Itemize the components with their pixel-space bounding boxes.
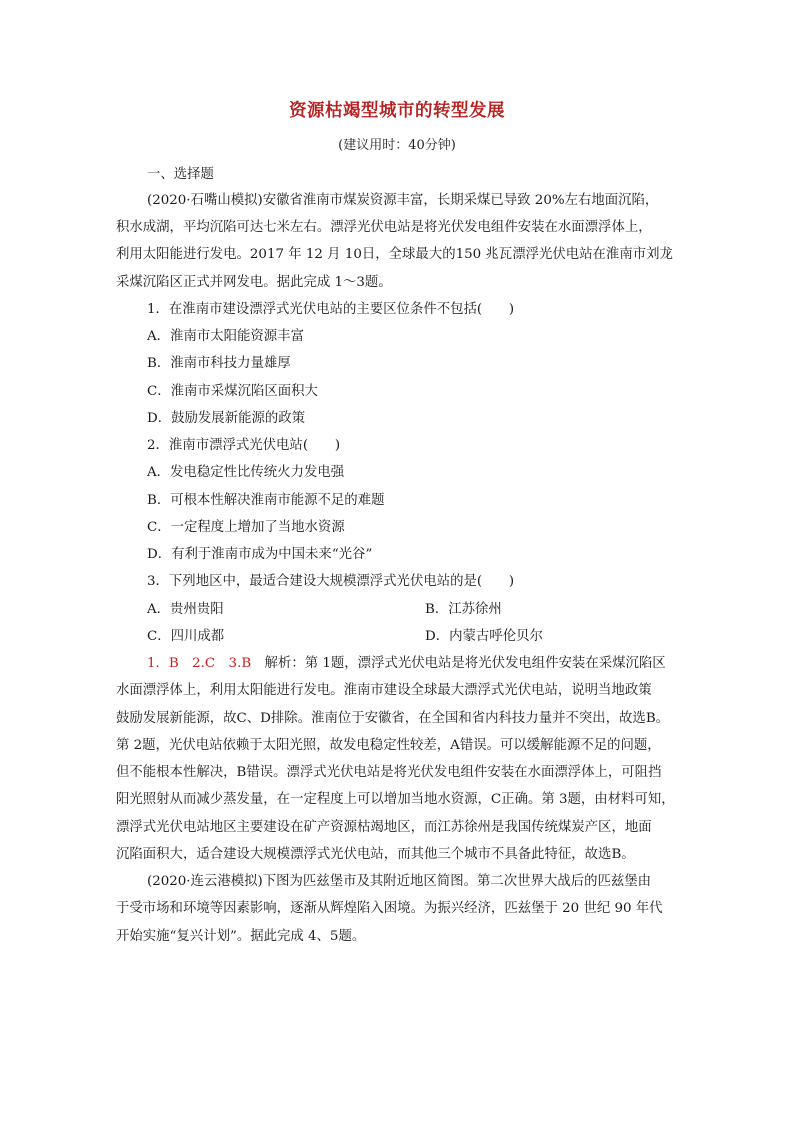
question-1-option: A．淮南市太阳能资源丰富 xyxy=(147,329,304,344)
intro-line: 开始实施“复兴计划”。据此完成 4、5题。 xyxy=(116,929,366,944)
analysis-first-line xyxy=(147,652,666,671)
intro-line: (2020·石嘴山模拟)安徽省淮南市煤炭资源丰富，长期采煤已导致 20%左右地面沉陷， xyxy=(147,193,659,208)
analysis-line: 水面漂浮体上，利用太阳能进行发电。淮南市建设全球最大漂浮式光伏电站，说明当地政策 xyxy=(116,683,652,698)
question-3-option: A．贵州贵阳 xyxy=(147,602,224,617)
question-3-option: C．四川成都 xyxy=(147,629,225,644)
page-title: 资源枯竭型城市的转型发展 xyxy=(289,101,505,121)
question-2-option: D．有利于淮南市成为中国未来“光谷” xyxy=(147,547,373,562)
question-1-option: D．鼓励发展新能源的政策 xyxy=(147,411,306,426)
time-suggestion: (建议用时：40分钟) xyxy=(338,138,456,153)
analysis-line: 但不能根本性解决，B错误。漂浮式光伏电站是将光伏发电组件安装在水面漂浮体上，可阻挡 xyxy=(116,765,662,780)
question-2-stem: 2．淮南市漂浮式光伏电站( ) xyxy=(147,438,341,453)
question-1-option: B．淮南市科技力量雄厚 xyxy=(147,356,291,371)
question-3-option: D．内蒙古呼伦贝尔 xyxy=(425,629,543,644)
analysis-line: 阳光照射从而减少蒸发量，在一定程度上可以增加当地水资源，C正确。第 3题，由材料可知， xyxy=(116,792,675,807)
answer-key: 1．B 2.C 3.B xyxy=(147,656,252,671)
question-3-option: B．江苏徐州 xyxy=(425,602,502,617)
question-1-option: C．淮南市采煤沉陷区面积大 xyxy=(147,384,318,399)
intro-line: (2020·连云港模拟)下图为匹兹堡市及其附近地区简图。第二次世界大战后的匹兹堡由 xyxy=(147,874,652,889)
question-2-option: C．一定程度上增加了当地水资源 xyxy=(147,520,345,535)
intro-line: 于受市场和环境等因素影响，逐渐从辉煌陷入困境。为振兴经济，匹兹堡于 20 世纪 90 年代 xyxy=(116,901,663,916)
analysis-line: 沉陷面积大，适合建设大规模漂浮式光伏电站，而其他三个城市不具备此特征，故选B。 xyxy=(116,847,635,862)
analysis-line: 鼓励发展新能源，故C、D排除。淮南位于安徽省，在全国和省内科技力量并不突出，故选B。 xyxy=(116,711,670,726)
question-1-stem: 1．在淮南市建设漂浮式光伏电站的主要区位条件不包括( ) xyxy=(147,302,515,317)
question-3-stem: 3．下列地区中，最适合建设大规模漂浮式光伏电站的是( ) xyxy=(147,574,515,589)
intro-line: 采煤沉陷区正式并网发电。据此完成 1～3题。 xyxy=(116,275,392,290)
analysis-text: 解析：第 1题，漂浮式光伏电站是将光伏发电组件安装在采煤沉陷区 xyxy=(251,656,666,671)
analysis-line: 第 2题，光伏电站依赖于太阳光照，故发电稳定性较差，A错误。可以缓解能源不足的问题， xyxy=(116,738,661,753)
question-2-option: A．发电稳定性比传统火力发电强 xyxy=(147,465,345,480)
analysis-line: 漂浮式光伏电站地区主要建设在矿产资源枯竭地区，而江苏徐州是我国传统煤炭产区，地面 xyxy=(116,820,652,835)
intro-line: 利用太阳能进行发电。2017 年 12 月 10日，全球最大的150 兆瓦漂浮光伏电站在淮南市刘龙 xyxy=(116,247,673,262)
intro-line: 积水成湖，平均沉陷可达七米左右。漂浮光伏电站是将光伏发电组件安装在水面漂浮体上， xyxy=(116,220,652,235)
question-2-option: B．可根本性解决淮南市能源不足的难题 xyxy=(147,493,385,508)
section-heading: 一、选择题 xyxy=(147,167,214,182)
